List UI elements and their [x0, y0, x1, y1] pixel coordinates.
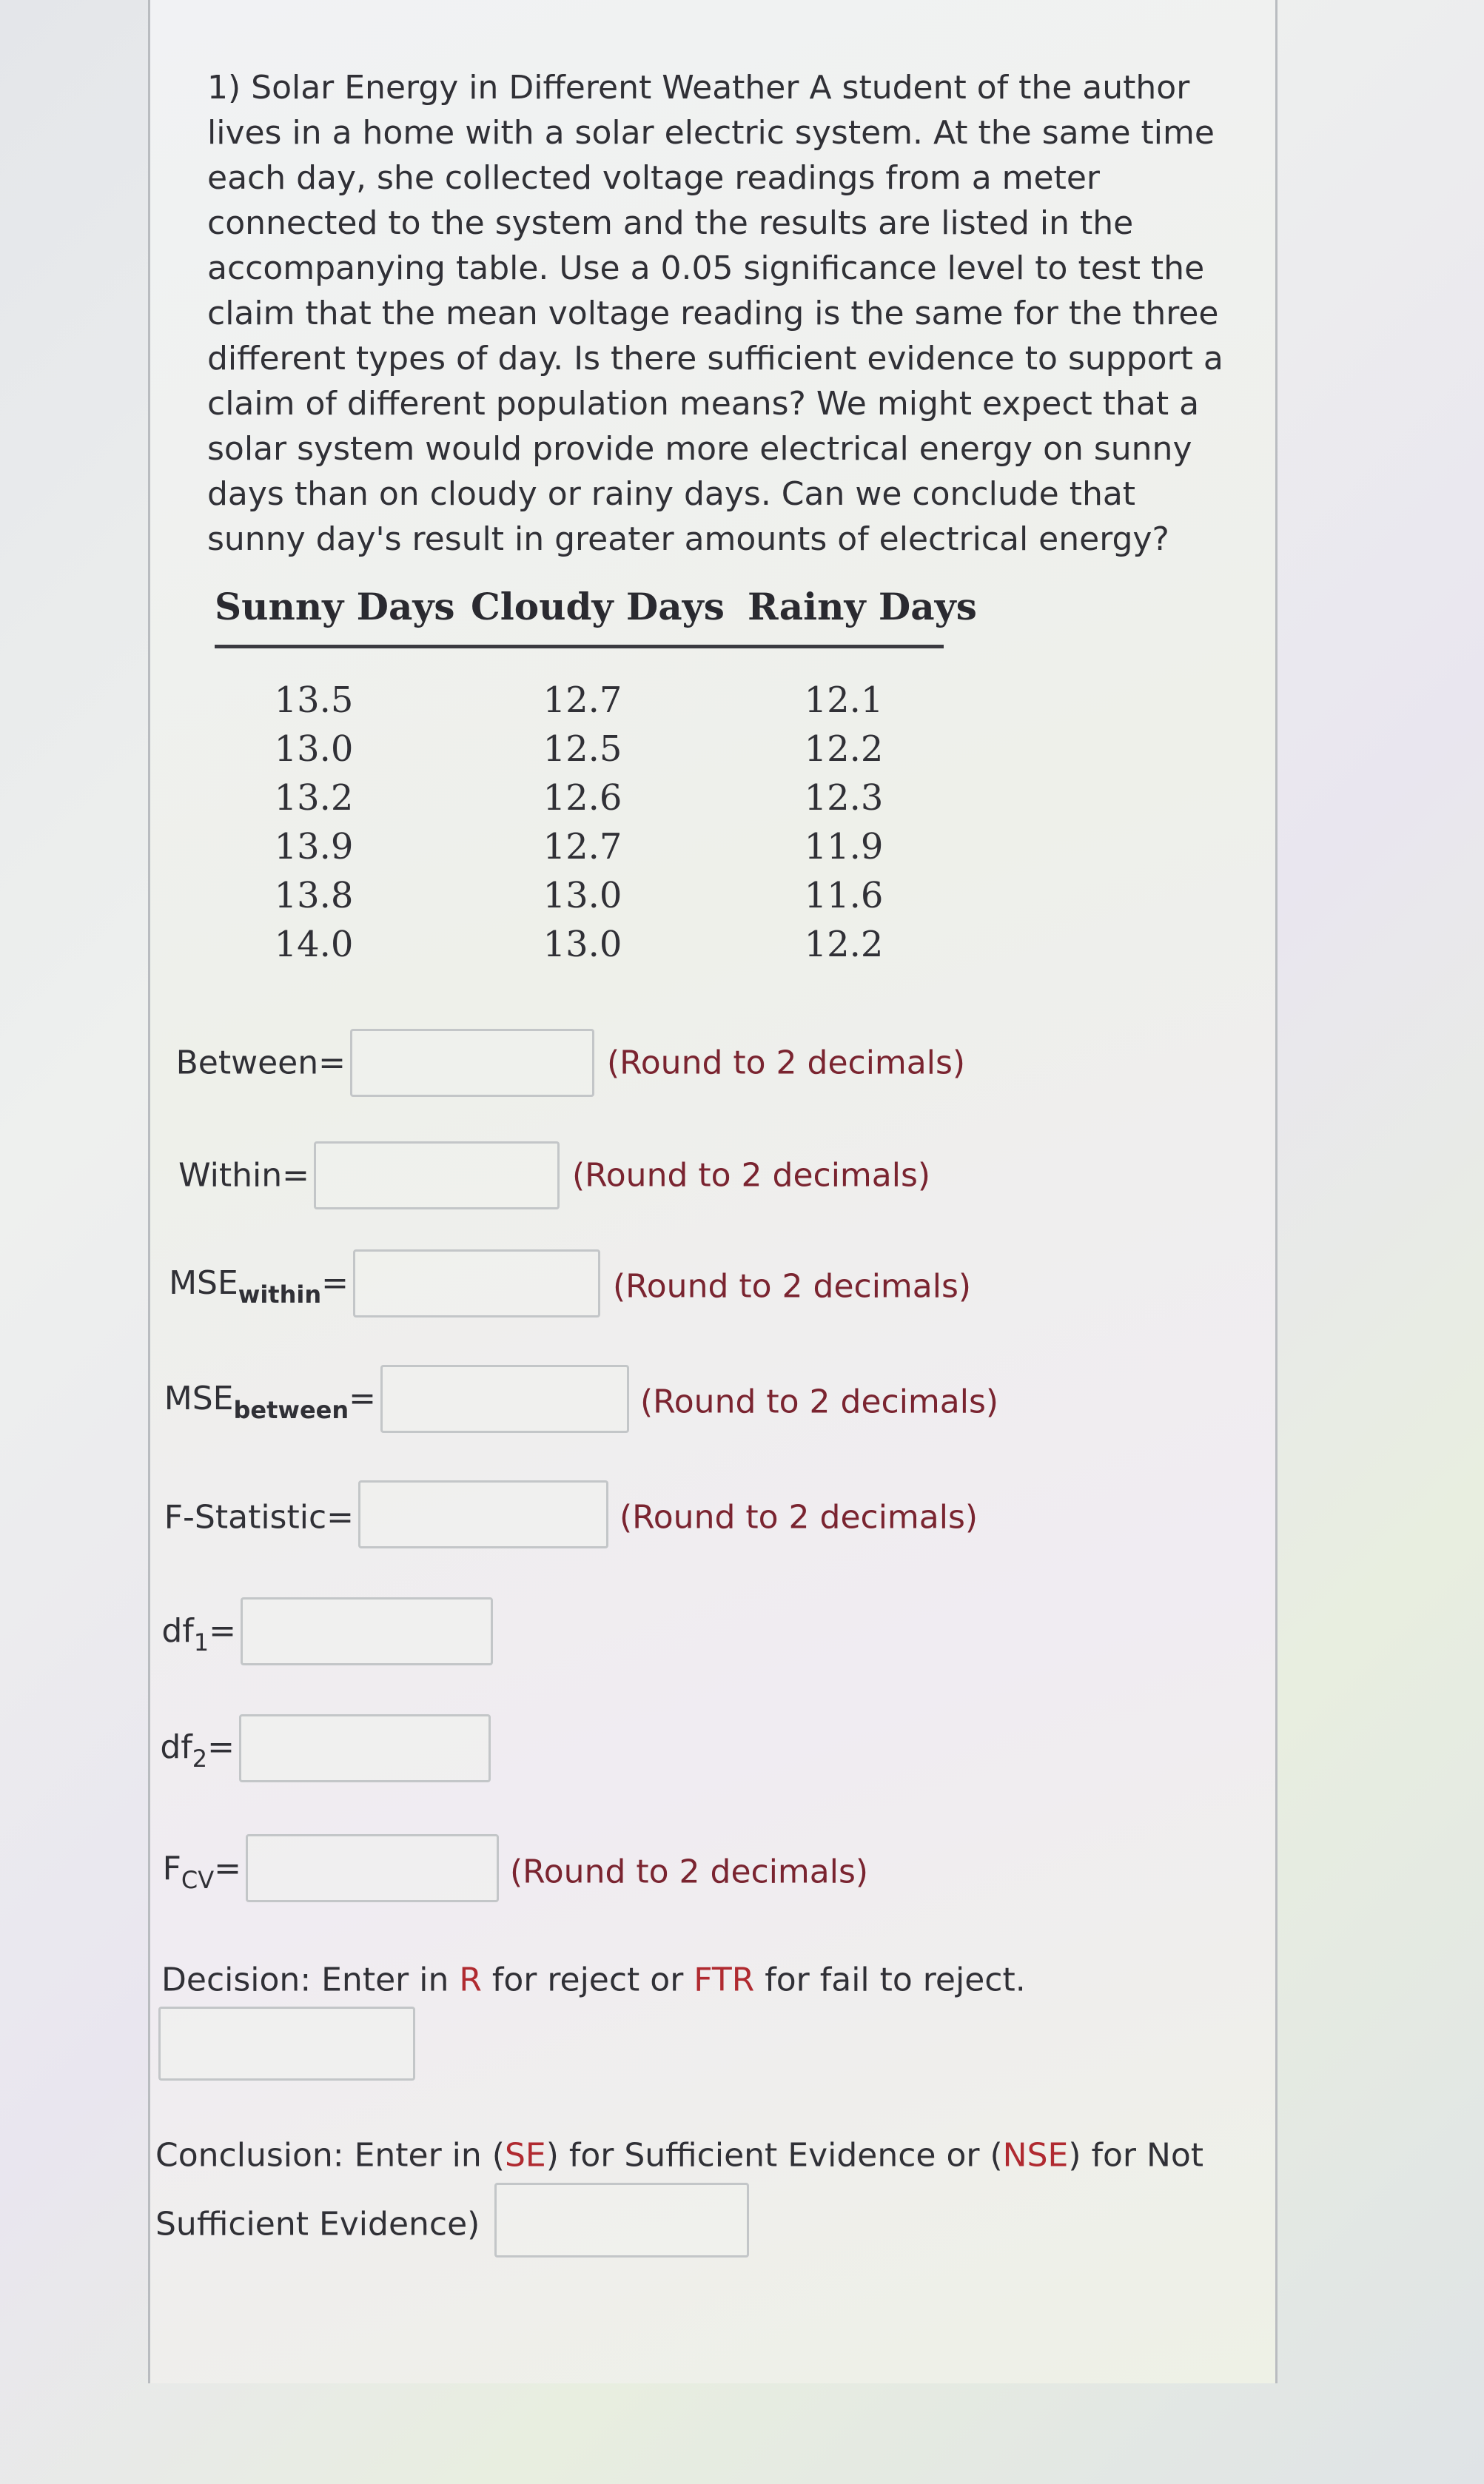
- header-cloudy: Cloudy Days: [471, 585, 725, 628]
- f-statistic-input[interactable]: [358, 1480, 608, 1548]
- table-cell: 13.8: [274, 875, 354, 916]
- header-sunny: Sunny Days: [215, 585, 455, 628]
- between-hint: (Round to 2 decimals): [607, 1044, 966, 1082]
- mse-between-label: $MSE_{between}=$: [164, 1380, 376, 1424]
- table-cell: 13.0: [274, 728, 354, 770]
- table-cell: 12.2: [804, 924, 884, 965]
- within-hint: (Round to 2 decimals): [572, 1156, 931, 1195]
- table-cell: 13.5: [274, 679, 354, 721]
- f-statistic-label: F-Statistic=: [164, 1498, 354, 1537]
- within-label: Within=: [178, 1156, 309, 1195]
- df2-label: $df_2=$: [160, 1728, 235, 1773]
- table-cell: 12.1: [804, 679, 884, 721]
- table-cell: 13.2: [274, 777, 354, 819]
- decision-prompt: Decision: Enter in R for reject or FTR for fail to reject.: [161, 1961, 1026, 1999]
- fcv-hint: (Round to 2 decimals): [510, 1853, 869, 1891]
- conclusion-prompt: Conclusion: Enter in (SE) for Sufficient Evidence or (NSE) for Not: [155, 2136, 1204, 2175]
- within-input[interactable]: [314, 1141, 560, 1209]
- table-cell: 13.9: [274, 826, 354, 867]
- table-cell: 11.9: [804, 826, 884, 867]
- mse-within-label: $MSE_{within}=$: [169, 1264, 349, 1309]
- table-cell: 12.3: [804, 777, 884, 819]
- table-cell: 12.2: [804, 728, 884, 770]
- table-cell: 13.0: [543, 924, 622, 965]
- table-cell: 12.7: [543, 826, 622, 867]
- header-divider: [215, 645, 944, 648]
- header-rainy: Rainy Days: [748, 585, 977, 628]
- fcv-label: $F_{CV}=$: [162, 1850, 241, 1894]
- table-cell: 12.6: [543, 777, 622, 819]
- table-cell: 12.5: [543, 728, 622, 770]
- mse-between-input[interactable]: [380, 1365, 629, 1433]
- between-label: Between=: [175, 1044, 346, 1082]
- table-cell: 14.0: [274, 924, 354, 965]
- between-input[interactable]: [350, 1029, 594, 1097]
- question-text: 1) Solar Energy in Different Weather A student of the author lives in a home with a solar electric system. At the same time each day, she collected voltage readings from a meter connected to the system and the results are listed in the accompanying table. Use a 0.05 significance level to test the claim that the mean voltage reading is the same for the three different types of day. Is there sufficient evidence to support a claim of different population means? We might expect that a solar system would provide more electrical energy on sunny days than on cloudy or rainy days. Can we conclude that sunny day's result in greater amounts of electrical energy?: [207, 69, 1223, 558]
- decision-input[interactable]: [158, 2007, 415, 2081]
- mse-between-hint: (Round to 2 decimals): [640, 1383, 999, 1421]
- df1-input[interactable]: [241, 1597, 493, 1665]
- mse-within-hint: (Round to 2 decimals): [613, 1267, 972, 1306]
- table-cell: 13.0: [543, 875, 622, 916]
- df2-input[interactable]: [239, 1714, 491, 1782]
- table-cell: 11.6: [804, 875, 884, 916]
- f-statistic-hint: (Round to 2 decimals): [620, 1498, 978, 1537]
- table-cell: 12.7: [543, 679, 622, 721]
- df1-label: $df_1=$: [161, 1612, 236, 1656]
- conclusion-input[interactable]: [494, 2183, 749, 2258]
- conclusion-prompt-line2: Sufficient Evidence): [155, 2205, 480, 2243]
- mse-within-input[interactable]: [353, 1249, 600, 1317]
- fcv-input[interactable]: [246, 1834, 499, 1902]
